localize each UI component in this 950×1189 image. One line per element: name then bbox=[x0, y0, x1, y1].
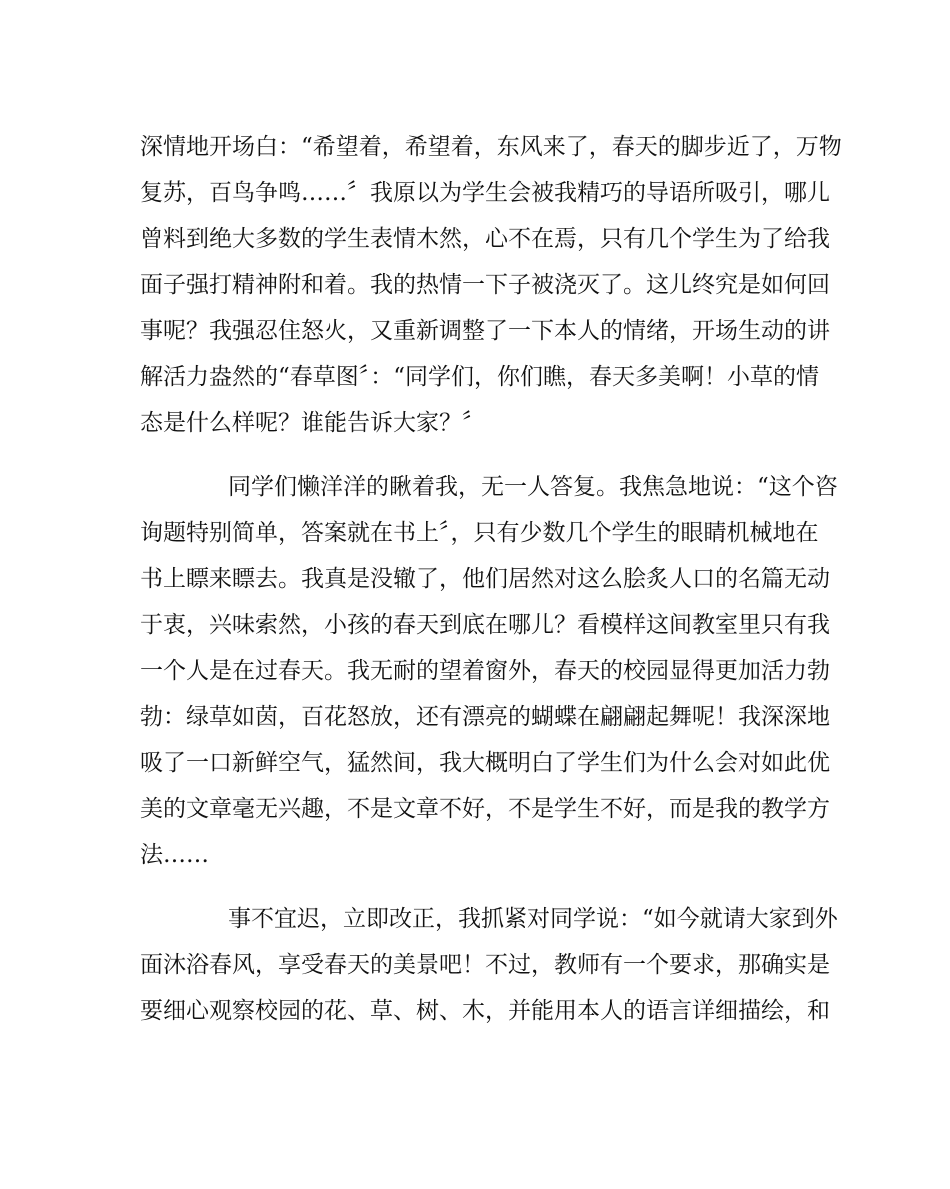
text-line: 面子强打精神附和着。我的热情一下子被浇灭了。这儿终究是如何回 bbox=[140, 272, 830, 298]
text-line: 曾料到绝大多数的学生表情木然，心不在焉，只有几个学生为了给我 bbox=[140, 226, 830, 252]
text-line: 一个人是在过春天。我无耐的望着窗外，春天的校园显得更加活力勃 bbox=[140, 658, 830, 684]
text-line: 法…… bbox=[140, 842, 209, 868]
text-line: 勃：绿草如茵，百花怒放，还有漂亮的蝴蝶在翩翩起舞呢！我深深地 bbox=[140, 704, 830, 730]
text-line: 态是什么样呢？谁能告诉大家？〞 bbox=[140, 410, 485, 436]
text-line: 询题特别简单，答案就在书上〞，只有少数几个学生的眼睛机械地在 bbox=[140, 520, 819, 546]
text-line: 事不宜迟，立即改正，我抓紧对同学说：“如今就请大家到外 bbox=[228, 906, 838, 932]
text-line: 面沐浴春风，享受春天的美景吧！不过，教师有一个要求，那确实是 bbox=[140, 952, 830, 978]
text-line: 于衷，兴味索然，小孩的春天到底在哪儿？看模样这间教室里只有我 bbox=[140, 612, 830, 638]
text-line: 深情地开场白：“希望着，希望着，东风来了，春天的脚步近了，万物 bbox=[140, 134, 842, 160]
text-line: 书上瞟来瞟去。我真是没辙了，他们居然对这么脍炙人口的名篇无动 bbox=[140, 566, 830, 592]
text-line: 同学们懒洋洋的瞅着我，无一人答复。我焦急地说：“这个咨 bbox=[228, 474, 838, 500]
text-line: 复苏，百鸟争鸣……〞我原以为学生会被我精巧的导语所吸引，哪儿 bbox=[140, 180, 830, 206]
text-line: 吸了一口新鲜空气，猛然间，我大概明白了学生们为什么会对如此优 bbox=[140, 750, 830, 776]
text-line: 要细心观察校园的花、草、树、木，并能用本人的语言详细描绘，和 bbox=[140, 998, 830, 1024]
text-line: 事呢？我强忍住怒火，又重新调整了一下本人的情绪，开场生动的讲 bbox=[140, 318, 830, 344]
text-line: 解活力盎然的“春草图〞：“同学们，你们瞧，春天多美啊！小草的情 bbox=[140, 364, 820, 390]
text-line: 美的文章毫无兴趣，不是文章不好，不是学生不好，而是我的教学方 bbox=[140, 796, 830, 822]
